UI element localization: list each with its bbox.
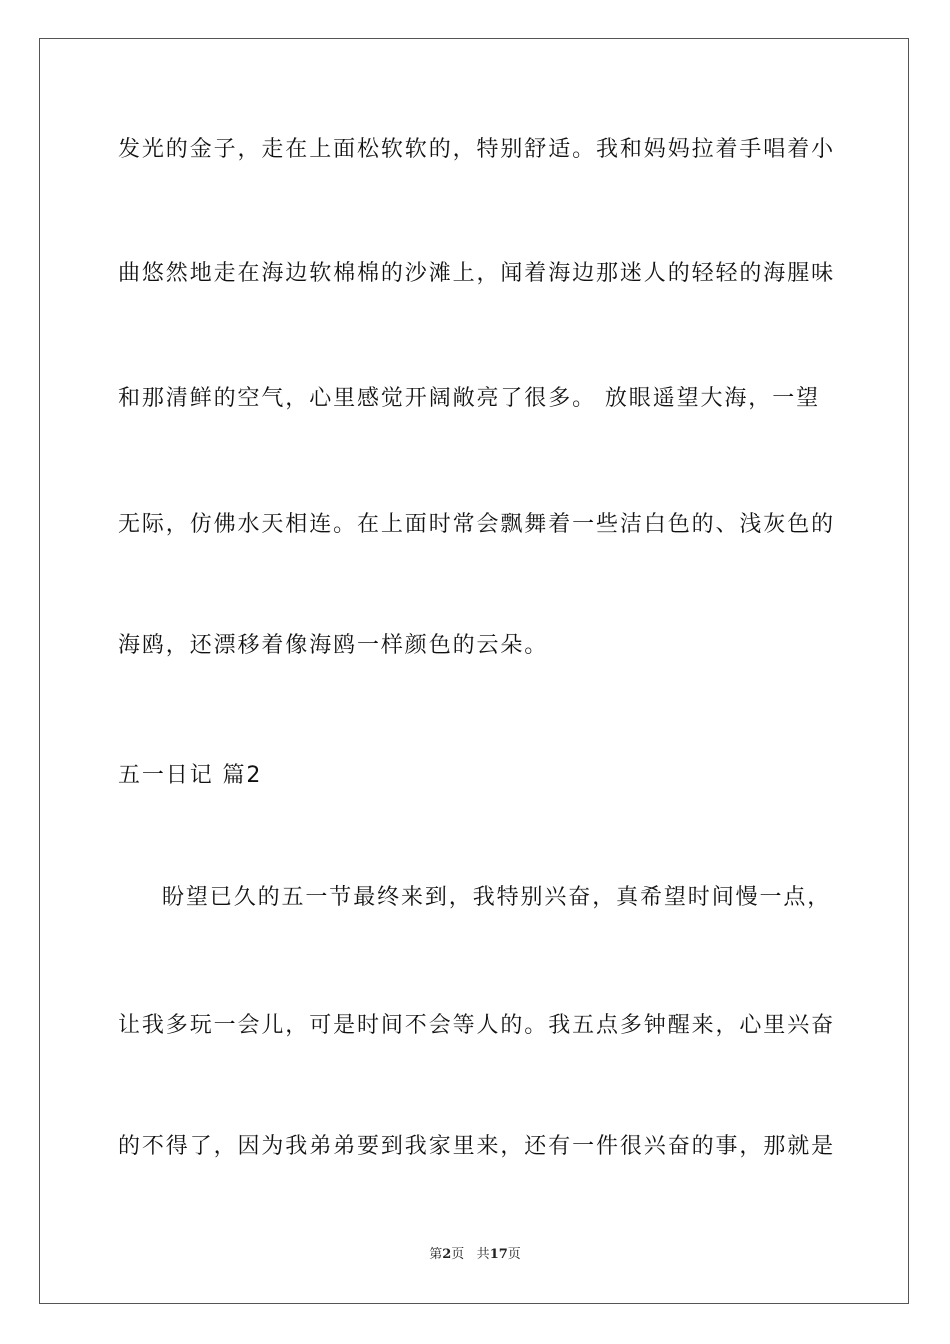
body-text-line: 盼望已久的五一节最终来到，我特别兴奋，真希望时间慢一点， [162, 885, 832, 910]
section-heading: 五一日记 篇2 [118, 763, 263, 788]
body-text-line: 和那清鲜的空气，心里感觉开阔敞亮了很多。 放眼遥望大海，一望 [118, 386, 820, 411]
total-prefix: 共 [476, 1247, 490, 1262]
body-text-line: 海鸥，还漂移着像海鸥一样颜色的云朵。 [118, 633, 549, 658]
body-text-line: 无际，仿佛水天相连。在上面时常会飘舞着一些洁白色的、浅灰色的 [118, 512, 836, 537]
body-text-line: 曲悠然地走在海边软棉棉的沙滩上，闻着海边那迷人的轻轻的海腥味 [118, 261, 836, 286]
total-suffix: 页 [507, 1247, 521, 1262]
page-border [39, 38, 909, 1304]
page-footer [0, 1247, 950, 1263]
page-prefix: 第 [429, 1247, 443, 1262]
page-suffix: 页 [451, 1247, 465, 1262]
body-text-line: 的不得了，因为我弟弟要到我家里来，还有一件很兴奋的事，那就是 [118, 1134, 836, 1159]
body-text-line: 让我多玩一会儿，可是时间不会等人的。我五点多钟醒来，心里兴奋 [118, 1013, 836, 1038]
body-text-line: 发光的金子，走在上面松软软的，特别舒适。我和妈妈拉着手唱着小 [118, 137, 836, 162]
total-pages: 17 [489, 1247, 508, 1262]
page-number: 2 [442, 1247, 452, 1262]
